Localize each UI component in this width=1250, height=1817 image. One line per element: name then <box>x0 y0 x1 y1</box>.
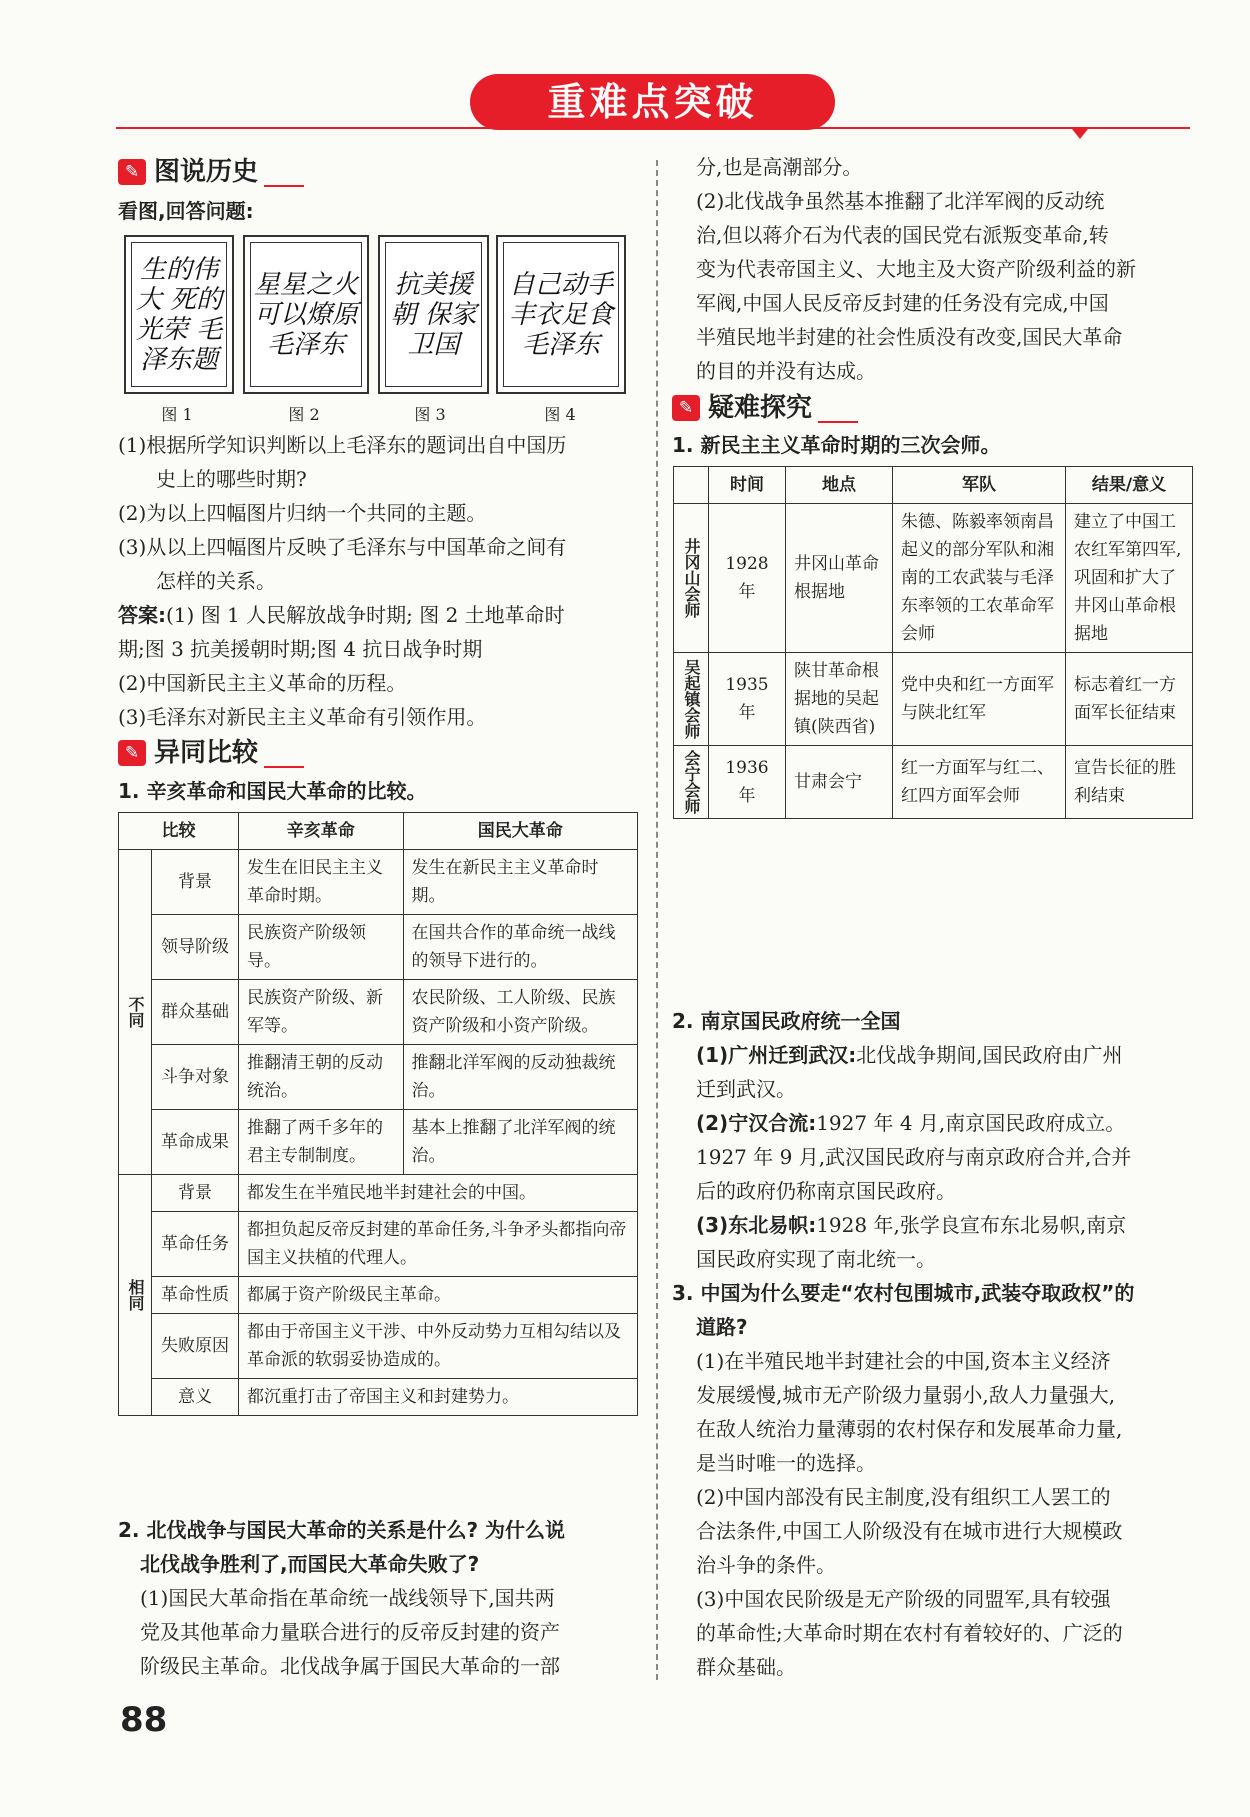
row-item: 背景 <box>152 850 239 915</box>
q2-item-cont: 国民政府实现了南北统一。 <box>696 1247 936 1271</box>
table-cell: 推翻清王朝的反动统治。 <box>239 1045 404 1110</box>
section-title: 疑难探究 <box>708 393 813 423</box>
q3-answer: (2)中国内部没有民主制度,没有组织工人罢工的 <box>696 1485 1111 1509</box>
figure-1-caption: 图 1 <box>161 405 193 424</box>
pencil-icon: ✎ <box>118 740 146 766</box>
table-header <box>674 467 709 504</box>
table-cell: 都担负起反帝反封建的革命任务,斗争矛头都指向帝国主义扶植的代理人。 <box>239 1212 638 1277</box>
q3-answer: 合法条件,中国工人阶级没有在城市进行大规模政 <box>696 1519 1123 1543</box>
table-header: 国民大革命 <box>403 813 637 850</box>
q3-answer: 群众基础。 <box>696 1655 796 1679</box>
q2-item-text: 1927 年 4 月,南京国民政府成立。 <box>816 1111 1126 1135</box>
comparison-table <box>118 812 638 1416</box>
continued-text: 半殖民地半封建的社会性质没有改变,国民大革命 <box>696 325 1123 349</box>
group-same: 相同 <box>119 1175 152 1416</box>
continued-text: 的目的并没有达成。 <box>696 359 876 383</box>
figure-1-calligraphy: 生的伟大 死的光荣 毛泽东题 <box>131 242 227 387</box>
tushuo-prompt: 看图,回答问题: <box>118 199 254 223</box>
q2-item-label: (2)宁汉合流: <box>696 1111 817 1135</box>
row-item: 群众基础 <box>152 980 239 1045</box>
decorative-underline <box>264 756 304 768</box>
decorative-underline <box>818 411 858 423</box>
section-yitong-header <box>118 737 304 769</box>
table-cell: 都由于帝国主义干涉、中外反动势力互相勾结以及革命派的软弱妥协造成的。 <box>239 1314 638 1379</box>
continued-text: 军阀,中国人民反帝反封建的任务没有完成,中国 <box>696 291 1109 315</box>
q2-item <box>696 1208 1126 1242</box>
group-diff: 不同 <box>119 850 152 1175</box>
table-cell: 都属于资产阶级民主革命。 <box>239 1277 638 1314</box>
table-cell: 1928 年 <box>709 504 786 653</box>
section-tushuo-header <box>118 156 304 188</box>
q2-item-cont: 迁到武汉。 <box>696 1077 796 1101</box>
q2-item <box>696 1106 1125 1140</box>
q2-item-label: (1)广州迁到武汉: <box>696 1043 857 1067</box>
question-line: 史上的哪些时期? <box>156 467 307 491</box>
answer-label: 答案: <box>118 603 166 627</box>
section-title: 异同比较 <box>154 738 259 768</box>
table-cell: 推翻北洋军阀的反动独裁统治。 <box>403 1045 637 1110</box>
question-line: (1)根据所学知识判断以上毛泽东的题词出自中国历 <box>118 433 567 457</box>
table-header: 辛亥革命 <box>239 813 404 850</box>
meeting-name: 吴起镇会师 <box>674 653 709 746</box>
table-cell: 都发生在半殖民地半封建社会的中国。 <box>239 1175 638 1212</box>
yitong-q2: 2. 北伐战争与国民大革命的关系是什么? 为什么说 <box>118 1518 566 1542</box>
q2-item <box>696 1038 1123 1072</box>
q3-answer: 的革命性;大革命时期在农村有着较好的、广泛的 <box>696 1621 1123 1645</box>
figure-2 <box>243 235 369 394</box>
question-line: 怎样的关系。 <box>156 569 276 593</box>
pencil-icon: ✎ <box>672 395 700 421</box>
q2-item-cont: 1927 年 9 月,武汉国民政府与南京政府合并,合并 <box>696 1145 1132 1169</box>
table-cell: 在国共合作的革命统一战线的领导下进行的。 <box>403 915 637 980</box>
table-cell: 井冈山革命根据地 <box>786 504 893 653</box>
q2-item-cont: 后的政府仍称南京国民政府。 <box>696 1179 956 1203</box>
table-cell: 党中央和红一方面军与陕北红军 <box>893 653 1066 746</box>
q3-answer: 是当时唯一的选择。 <box>696 1451 876 1475</box>
section-yinan-header <box>672 392 858 424</box>
question-line: (2)为以上四幅图片归纳一个共同的主题。 <box>118 501 487 525</box>
yinan-q1: 1. 新民主主义革命时期的三次会师。 <box>672 433 1001 457</box>
table-cell: 1936 年 <box>709 746 786 819</box>
page-number: 88 <box>120 1700 168 1740</box>
yitong-q2-answer: 党及其他革命力量联合进行的反帝反封建的资产 <box>140 1620 560 1644</box>
table-cell: 推翻了两千多年的君主专制制度。 <box>239 1110 404 1175</box>
figure-2-calligraphy: 星星之火 可以燎原 毛泽东 <box>250 242 362 387</box>
yinan-q3: 3. 中国为什么要走“农村包围城市,武装夺取政权”的 <box>672 1281 1135 1305</box>
table-header: 结果/意义 <box>1066 467 1193 504</box>
figure-3-caption: 图 3 <box>414 405 446 424</box>
figure-4-caption: 图 4 <box>544 405 576 424</box>
meeting-table <box>673 466 1193 819</box>
q2-item-label: (3)东北易帜: <box>696 1213 817 1237</box>
answer-line: (3)毛泽东对新民主主义革命有引领作用。 <box>118 705 487 729</box>
meeting-name: 井冈山会师 <box>674 504 709 653</box>
yitong-q2-answer: 阶级民主革命。北伐战争属于国民大革命的一部 <box>140 1654 560 1678</box>
table-cell: 基本上推翻了北洋军阀的统治。 <box>403 1110 637 1175</box>
table-cell: 发生在新民主主义革命时期。 <box>403 850 637 915</box>
figure-1 <box>124 235 234 394</box>
banner-rule <box>116 127 1190 129</box>
continued-text: 治,但以蒋介石为代表的国民党右派叛变革命,转 <box>696 223 1109 247</box>
row-item: 革命任务 <box>152 1212 239 1277</box>
yinan-q2: 2. 南京国民政府统一全国 <box>672 1009 901 1033</box>
continued-text: 变为代表帝国主义、大地主及大资产阶级利益的新 <box>696 257 1136 281</box>
answer-line: (2)中国新民主主义革命的历程。 <box>118 671 407 695</box>
section-title: 图说历史 <box>154 157 259 187</box>
table-cell: 宣告长征的胜利结束 <box>1066 746 1193 819</box>
table-header: 军队 <box>893 467 1066 504</box>
table-cell: 陕甘革命根据地的吴起镇(陕西省) <box>786 653 893 746</box>
figure-3-calligraphy: 抗美援朝 保家卫国 <box>385 242 482 387</box>
table-header: 地点 <box>786 467 893 504</box>
continued-text: (2)北伐战争虽然基本推翻了北洋军阀的反动统 <box>696 189 1105 213</box>
table-cell: 红一方面军与红二、红四方面军会师 <box>893 746 1066 819</box>
answer-text: (1) 图 1 人民解放战争时期; 图 2 土地革命时 <box>166 603 565 627</box>
yitong-q2-answer: (1)国民大革命指在革命统一战线领导下,国共两 <box>140 1586 555 1610</box>
row-item: 意义 <box>152 1379 239 1416</box>
q3-answer: (3)中国农民阶级是无产阶级的同盟军,具有较强 <box>696 1587 1111 1611</box>
q3-answer: 发展缓慢,城市无产阶级力量弱小,敌人力量强大, <box>696 1383 1116 1407</box>
pencil-icon: ✎ <box>118 159 146 185</box>
continued-text: 分,也是高潮部分。 <box>696 155 863 179</box>
figure-3 <box>378 235 489 394</box>
yinan-q3: 道路? <box>696 1315 748 1339</box>
figure-2-caption: 图 2 <box>288 405 320 424</box>
page-banner: 重难点突破 <box>470 74 835 130</box>
table-cell: 朱德、陈毅率领南昌起义的部分军队和湘南的工农武装与毛泽东率领的工农革命军会师 <box>893 504 1066 653</box>
table-cell: 1935 年 <box>709 653 786 746</box>
q3-answer: 在敌人统治力量薄弱的农村保存和发展革命力量, <box>696 1417 1123 1441</box>
row-item: 背景 <box>152 1175 239 1212</box>
table-cell: 发生在旧民主主义革命时期。 <box>239 850 404 915</box>
figure-4-calligraphy: 自己动手 丰衣足食 毛泽东 <box>503 242 619 387</box>
row-item: 斗争对象 <box>152 1045 239 1110</box>
yitong-q2: 北伐战争胜利了,而国民大革命失败了? <box>140 1552 480 1576</box>
q2-item-text: 北伐战争期间,国民政府由广州 <box>856 1043 1123 1067</box>
table-cell: 标志着红一方面军长征结束 <box>1066 653 1193 746</box>
q2-item-text: 1928 年,张学良宣布东北易帜,南京 <box>816 1213 1127 1237</box>
q3-answer: (1)在半殖民地半封建社会的中国,资本主义经济 <box>696 1349 1111 1373</box>
yitong-q1: 1. 辛亥革命和国民大革命的比较。 <box>118 779 427 803</box>
table-header: 时间 <box>709 467 786 504</box>
meeting-name: 会宁会师 <box>674 746 709 819</box>
answer-line: 期;图 3 抗美援朝时期;图 4 抗日战争时期 <box>118 637 483 661</box>
column-divider <box>656 160 658 1680</box>
table-cell: 民族资产阶级、新军等。 <box>239 980 404 1045</box>
q3-answer: 治斗争的条件。 <box>696 1553 836 1577</box>
banner-rule-tick <box>1072 129 1088 139</box>
row-item: 领导阶级 <box>152 915 239 980</box>
row-item: 革命性质 <box>152 1277 239 1314</box>
question-line: (3)从以上四幅图片反映了毛泽东与中国革命之间有 <box>118 535 567 559</box>
table-cell: 民族资产阶级领导。 <box>239 915 404 980</box>
answer-line <box>118 598 565 632</box>
table-cell: 建立了中国工农红军第四军,巩固和扩大了井冈山革命根据地 <box>1066 504 1193 653</box>
row-item: 失败原因 <box>152 1314 239 1379</box>
figure-4 <box>496 235 626 394</box>
table-cell: 甘肃会宁 <box>786 746 893 819</box>
row-item: 革命成果 <box>152 1110 239 1175</box>
decorative-underline <box>264 175 304 187</box>
table-cell: 农民阶级、工人阶级、民族资产阶级和小资产阶级。 <box>403 980 637 1045</box>
table-cell: 都沉重打击了帝国主义和封建势力。 <box>239 1379 638 1416</box>
table-header: 比较 <box>119 813 239 850</box>
